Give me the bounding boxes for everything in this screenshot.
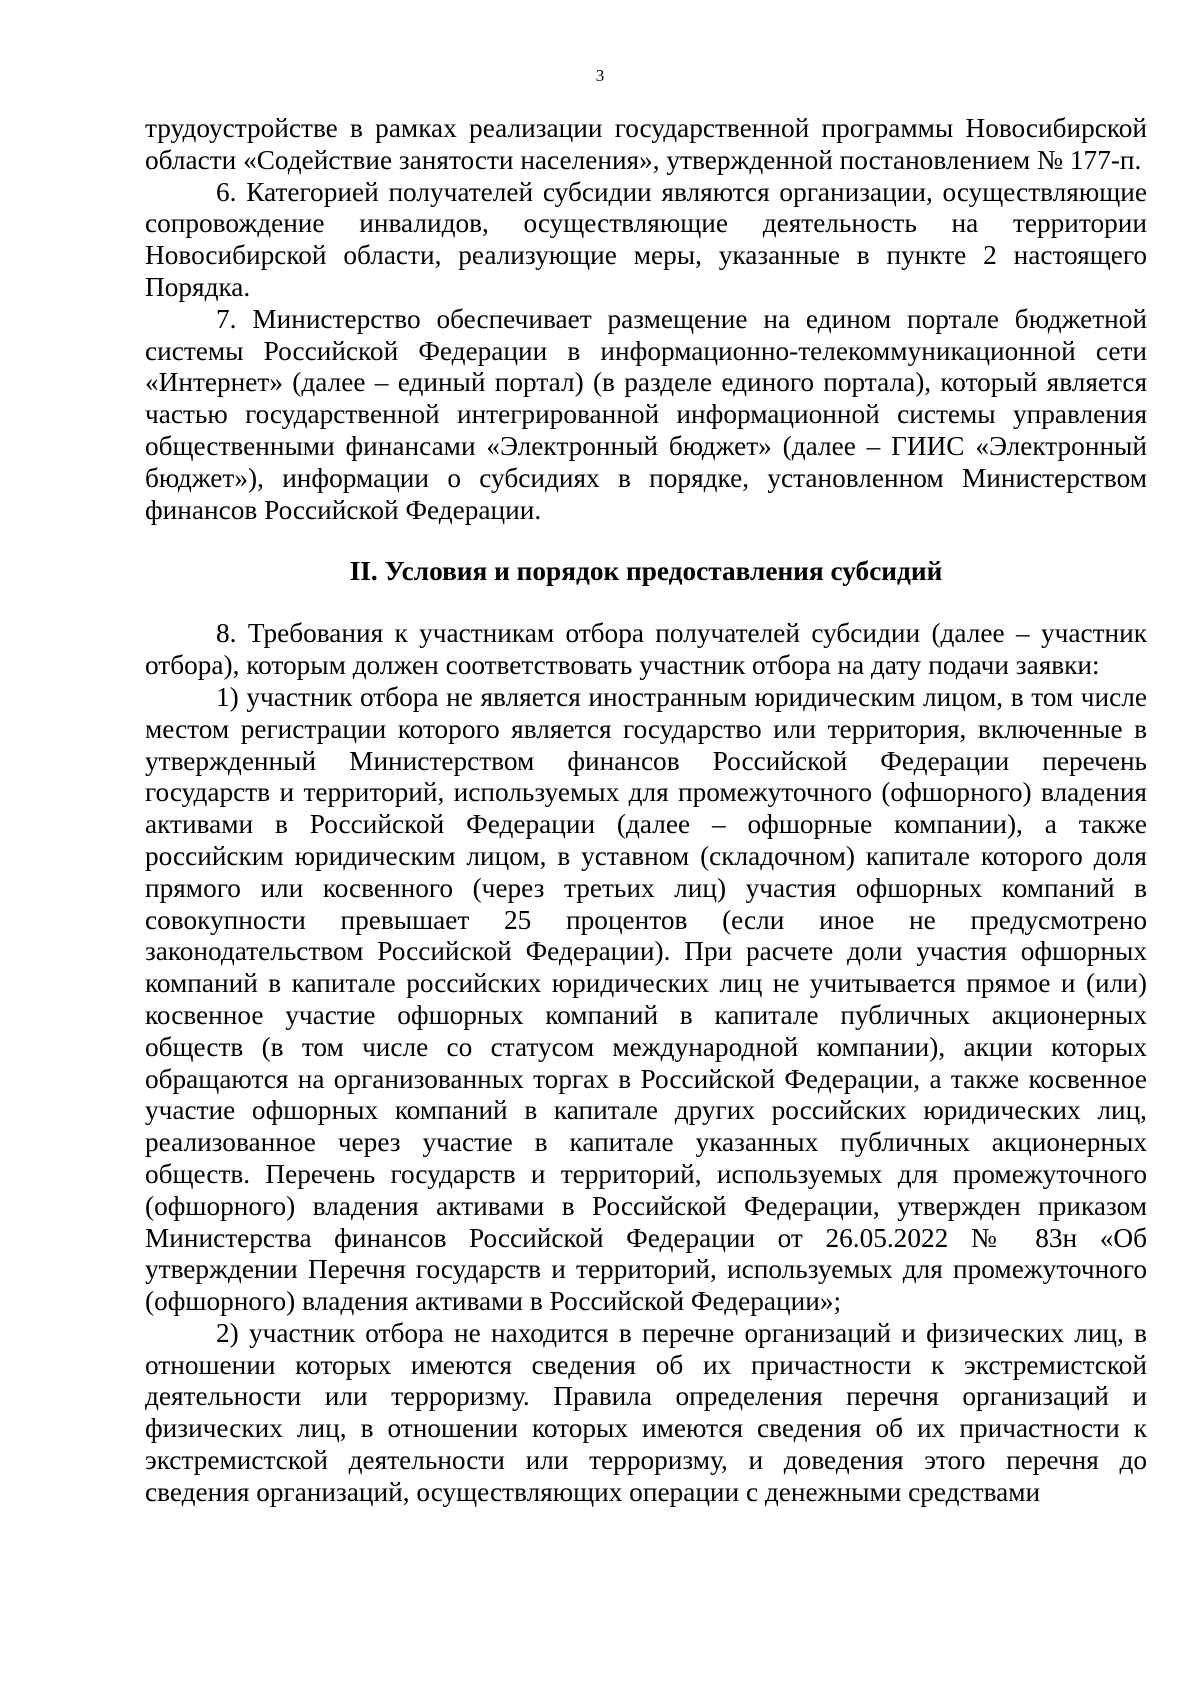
paragraph-item-6: 6. Категорией получателей субсидии являются организации, осуществляющие сопровождение инвалидов, осуществляющие деятельность на территории Новосибирской области, реализующие меры, указанные в пункте 2 настоящего Порядка. bbox=[145, 176, 1147, 302]
paragraph-continuation: трудоустройстве в рамках реализации государственной программы Новосибирской области «Содействие занятости населения», утвержденной постановлением № 177-п. bbox=[145, 113, 1147, 175]
section-heading: II. Условия и порядок предоставления субсидий bbox=[349, 556, 943, 587]
document-body bbox=[145, 113, 1147, 1509]
paragraph-subitem-1: 1) участник отбора не является иностранным юридическим лицом, в том числе местом регистрации которого является государство или территория, включенные в утвержденный Министерством финансов Российской Федерации перечень государств и территорий, используемых для промежуточного (офшорного) владения активами в Российской Федерации (далее – офшорные компании), а также российским юридическим лицом, в уставном (складочном) капитале которого доля прямого или косвенного (через третьих лиц) участия офшорных компаний в совокупности превышает 25 процентов (если иное не предусмотрено законодательством Российской Федерации). При расчете доли участия офшорных компаний в капитале российских юридических лиц не учитывается прямое и (или) косвенное участие офшорных компаний в капитале публичных акционерных обществ (в том числе со статусом международной компании), акции которых обращаются на организованных торгах в Российской Федерации, а также косвенное участие офшорных компаний в капитале других российских юридических лиц, реализованное через участие в капитале указанных публичных акционерных обществ. Перечень государств и территорий, используемых для промежуточного (офшорного) владения активами в Российской Федерации, утвержден приказом Министерства финансов Российской Федерации от 26.05.2022 № 83н «Об утверждении Перечня государств и территорий, используемых для промежуточного (офшорного) владения активами в Российской Федерации»; bbox=[145, 681, 1147, 1317]
paragraph-subitem-2: 2) участник отбора не находится в перечне организаций и физических лиц, в отношении которых имеются сведения об их причастности к экстремистской деятельности или терроризму. Правила определения перечня организаций и физических лиц, в отношении которых имеются сведения об их причастности к экстремистской деятельности или терроризму, и доведения этого перечня до сведения организаций, осуществляющих операции с денежными средствами bbox=[145, 1317, 1147, 1507]
paragraph-item-7: 7. Министерство обеспечивает размещение на едином портале бюджетной системы Российской Федерации в информационно-телекоммуникационной сети «Интернет» (далее – единый портал) (в разделе единого портала), который является частью государственной интегрированной информационной системы управления общественными финансами «Электронный бюджет» (далее – ГИИС «Электронный бюджет»), информации о субсидиях в порядке, установленном Министерством финансов Российской Федерации. bbox=[145, 303, 1147, 525]
paragraph-item-8: 8. Требования к участникам отбора получателей субсидии (далее – участник отбора), которым должен соответствовать участник отбора на дату подачи заявки: bbox=[145, 618, 1147, 681]
page-number: 3 bbox=[595, 66, 605, 85]
